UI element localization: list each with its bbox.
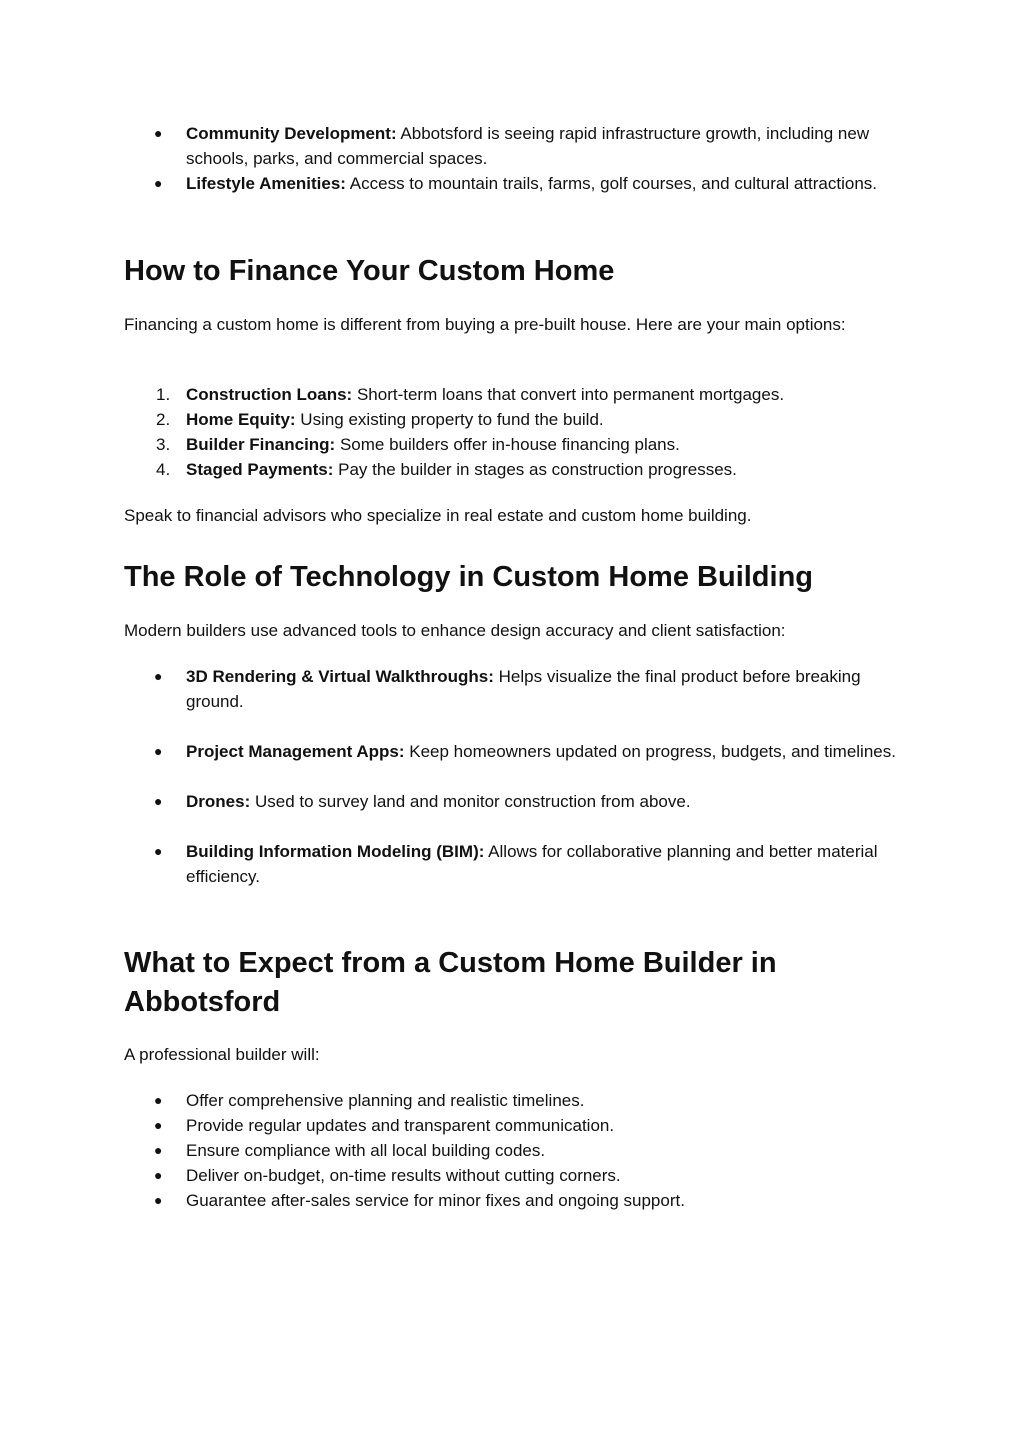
list-item-term: 3D Rendering & Virtual Walkthroughs: bbox=[186, 667, 494, 686]
expect-intro: A professional builder will: bbox=[124, 1045, 320, 1064]
list-item-text: Ensure compliance with all local building codes. bbox=[186, 1141, 546, 1160]
list-item bbox=[124, 432, 904, 457]
technology-tools-list bbox=[124, 664, 904, 889]
list-item bbox=[124, 382, 904, 407]
list-item-text: Some builders offer in-house financing plans. bbox=[335, 435, 680, 454]
list-item-term: Staged Payments: bbox=[186, 460, 334, 479]
list-item-text: Short-term loans that convert into permanent mortgages. bbox=[352, 385, 785, 404]
list-item bbox=[124, 1088, 904, 1113]
technology-tools-section bbox=[124, 664, 904, 889]
bullet-icon: ● bbox=[154, 175, 163, 191]
list-item-text: Helps visualize the final product before breaking ground. bbox=[186, 667, 861, 711]
bullet-icon: ● bbox=[154, 125, 163, 141]
list-item bbox=[124, 1188, 904, 1213]
list-number: 3. bbox=[156, 435, 171, 454]
technology-heading: The Role of Technology in Custom Home Building bbox=[124, 561, 814, 593]
list-number: 2. bbox=[156, 410, 171, 429]
list-item bbox=[124, 1163, 904, 1188]
list-item-term: Building Information Modeling (BIM): bbox=[186, 842, 485, 861]
bullet-icon: ● bbox=[154, 1167, 163, 1183]
expect-items-section bbox=[124, 1088, 904, 1213]
list-item-term: Construction Loans: bbox=[186, 385, 353, 404]
list-item-text: Access to mountain trails, farms, golf courses, and cultural attractions. bbox=[345, 174, 877, 193]
list-item bbox=[124, 407, 904, 432]
list-item-text: Using existing property to fund the build. bbox=[295, 410, 604, 429]
list-item-term: Community Development: bbox=[186, 124, 397, 143]
list-item bbox=[124, 121, 904, 171]
list-item-text: Deliver on-budget, on-time results without cutting corners. bbox=[186, 1166, 621, 1185]
finance-outro: Speak to financial advisors who specialize in real estate and custom home building. bbox=[124, 506, 752, 525]
expect-heading: What to Expect from a Custom Home Builder in Abbotsford bbox=[124, 947, 777, 1018]
list-item-text: Offer comprehensive planning and realistic timelines. bbox=[186, 1091, 585, 1110]
list-item bbox=[124, 839, 904, 889]
list-item-text: Pay the builder in stages as construction progresses. bbox=[333, 460, 737, 479]
bullet-icon: ● bbox=[154, 668, 163, 684]
list-number: 1. bbox=[156, 385, 171, 404]
bullet-icon: ● bbox=[154, 793, 163, 809]
amenities-list bbox=[124, 121, 904, 196]
list-item-text: Abbotsford is seeing rapid infrastructure growth, including new schools, parks, and commercial spaces. bbox=[186, 124, 870, 168]
list-number: 4. bbox=[156, 460, 171, 479]
list-item bbox=[124, 789, 904, 814]
bullet-icon: ● bbox=[154, 743, 163, 759]
bullet-icon: ● bbox=[154, 1092, 163, 1108]
list-item-term: Builder Financing: bbox=[186, 435, 336, 454]
list-item bbox=[124, 739, 904, 764]
list-item-term: Project Management Apps: bbox=[186, 742, 405, 761]
bullet-icon: ● bbox=[154, 1117, 163, 1133]
list-item-text: Used to survey land and monitor construction from above. bbox=[250, 792, 691, 811]
list-item bbox=[124, 1113, 904, 1138]
list-item-term: Home Equity: bbox=[186, 410, 296, 429]
finance-heading: How to Finance Your Custom Home bbox=[124, 255, 615, 287]
list-item bbox=[124, 664, 904, 714]
bullet-icon: ● bbox=[154, 1142, 163, 1158]
expect-items-list bbox=[124, 1088, 904, 1213]
list-item-text: Keep homeowners updated on progress, budgets, and timelines. bbox=[404, 742, 896, 761]
list-item-term: Lifestyle Amenities: bbox=[186, 174, 346, 193]
finance-options-section bbox=[124, 382, 904, 482]
bullet-icon: ● bbox=[154, 843, 163, 859]
list-item-text: Provide regular updates and transparent communication. bbox=[186, 1116, 615, 1135]
list-item bbox=[124, 457, 904, 482]
list-item bbox=[124, 171, 904, 196]
list-item-text: Allows for collaborative planning and better material efficiency. bbox=[186, 842, 878, 886]
amenities-list-section bbox=[124, 121, 904, 196]
list-item-term: Drones: bbox=[186, 792, 251, 811]
list-item-text: Guarantee after-sales service for minor fixes and ongoing support. bbox=[186, 1191, 685, 1210]
list-item bbox=[124, 1138, 904, 1163]
bullet-icon: ● bbox=[154, 1192, 163, 1208]
finance-intro: Financing a custom home is different from buying a pre-built house. Here are your main options: bbox=[124, 315, 846, 334]
finance-options-list bbox=[124, 382, 904, 482]
technology-intro: Modern builders use advanced tools to enhance design accuracy and client satisfaction: bbox=[124, 621, 786, 640]
